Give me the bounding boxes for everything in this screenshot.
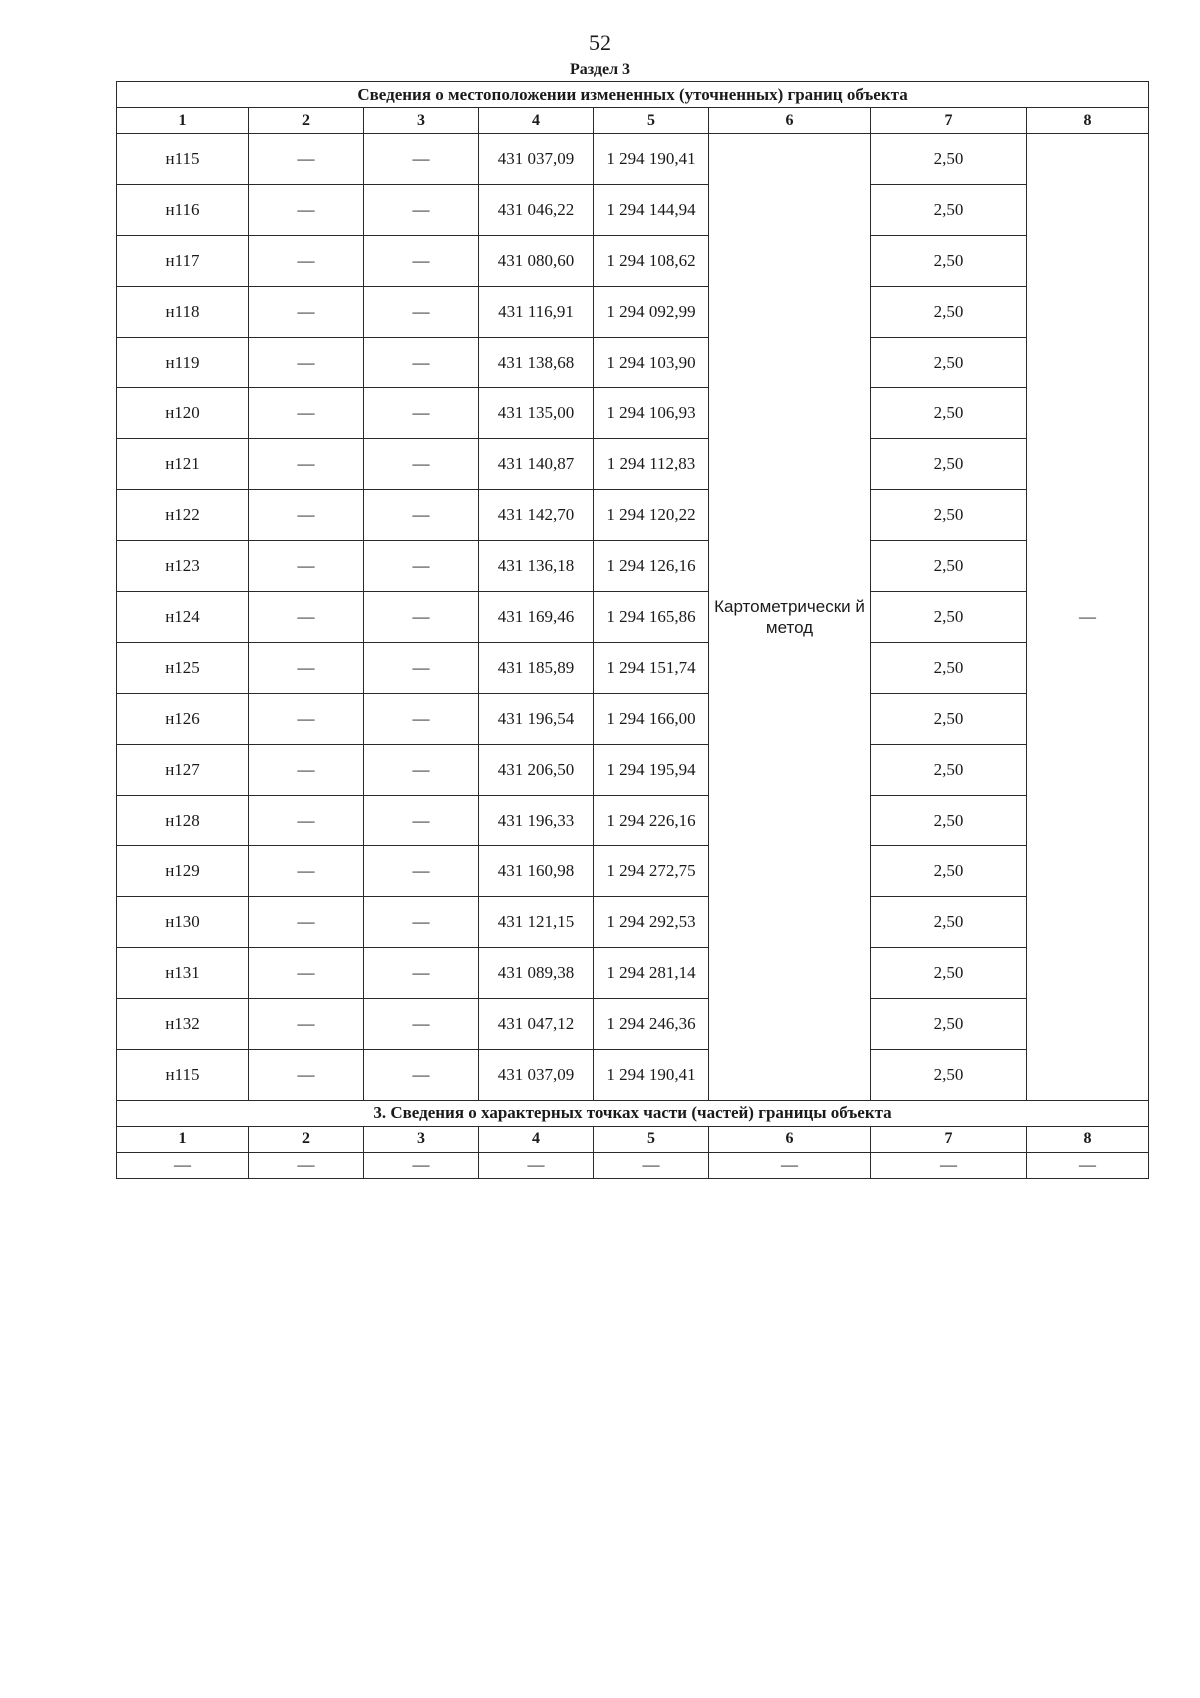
column-3-cell: — [364,439,479,490]
column-2-cell: — [249,1050,364,1101]
boundary-table [116,81,1149,1179]
accuracy-cell: 2,50 [871,948,1027,999]
accuracy-cell: 2,50 [871,388,1027,439]
column-2-cell: — [249,388,364,439]
table-row [117,592,1149,643]
column-2-cell: — [249,744,364,795]
table-row [117,846,1149,897]
table-row [117,541,1149,592]
y-coordinate-cell: 1 294 144,94 [594,184,709,235]
column-8-cell: — [1027,134,1149,1101]
column-header: 5 [594,1126,709,1152]
empty-cell: — [249,1152,364,1178]
empty-cell: — [364,1152,479,1178]
x-coordinate-cell: 431 121,15 [479,897,594,948]
y-coordinate-cell: 1 294 195,94 [594,744,709,795]
column-2-cell: — [249,490,364,541]
column-header: 4 [479,108,594,134]
column-header: 3 [364,1126,479,1152]
column-header: 6 [709,1126,871,1152]
column-3-cell: — [364,744,479,795]
y-coordinate-cell: 1 294 281,14 [594,948,709,999]
column-3-cell: — [364,693,479,744]
column-header: 1 [117,108,249,134]
column-3-cell: — [364,541,479,592]
column-header: 6 [709,108,871,134]
point-cell: н123 [117,541,249,592]
column-3-cell: — [364,388,479,439]
x-coordinate-cell: 431 080,60 [479,235,594,286]
column-2-cell: — [249,184,364,235]
column-header: 3 [364,108,479,134]
point-cell: н119 [117,337,249,388]
point-cell: н131 [117,948,249,999]
column-2-cell: — [249,948,364,999]
column-2-cell: — [249,592,364,643]
accuracy-cell: 2,50 [871,490,1027,541]
x-coordinate-cell: 431 047,12 [479,999,594,1050]
point-cell: н115 [117,134,249,185]
y-coordinate-cell: 1 294 092,99 [594,286,709,337]
x-coordinate-cell: 431 089,38 [479,948,594,999]
point-cell: н121 [117,439,249,490]
x-coordinate-cell: 431 196,54 [479,693,594,744]
table-row [117,795,1149,846]
page-number: 52 [589,30,611,55]
column-3-cell: — [364,795,479,846]
section-title: Раздел 3 [569,61,631,78]
accuracy-cell: 2,50 [871,744,1027,795]
x-coordinate-cell: 431 142,70 [479,490,594,541]
accuracy-cell: 2,50 [871,846,1027,897]
column-3-cell: — [364,490,479,541]
column-header: 8 [1027,1126,1149,1152]
point-cell: н116 [117,184,249,235]
empty-cell: — [594,1152,709,1178]
table-row [117,999,1149,1050]
x-coordinate-cell: 431 185,89 [479,642,594,693]
x-coordinate-cell: 431 037,09 [479,134,594,185]
accuracy-cell: 2,50 [871,999,1027,1050]
column-2-cell: — [249,439,364,490]
column-3-cell: — [364,999,479,1050]
accuracy-cell: 2,50 [871,439,1027,490]
point-cell: н127 [117,744,249,795]
accuracy-cell: 2,50 [871,1050,1027,1101]
accuracy-cell: 2,50 [871,184,1027,235]
x-coordinate-cell: 431 046,22 [479,184,594,235]
table-row [117,1050,1149,1101]
accuracy-cell: 2,50 [871,541,1027,592]
point-cell: н124 [117,592,249,643]
point-cell: н118 [117,286,249,337]
x-coordinate-cell: 431 160,98 [479,846,594,897]
y-coordinate-cell: 1 294 190,41 [594,1050,709,1101]
point-cell: н126 [117,693,249,744]
y-coordinate-cell: 1 294 126,16 [594,541,709,592]
empty-cell: — [709,1152,871,1178]
table-row [117,286,1149,337]
accuracy-cell: 2,50 [871,795,1027,846]
x-coordinate-cell: 431 169,46 [479,592,594,643]
point-cell: н128 [117,795,249,846]
point-cell: н122 [117,490,249,541]
x-coordinate-cell: 431 196,33 [479,795,594,846]
point-cell: н120 [117,388,249,439]
y-coordinate-cell: 1 294 165,86 [594,592,709,643]
column-3-cell: — [364,897,479,948]
y-coordinate-cell: 1 294 151,74 [594,642,709,693]
column-3-cell: — [364,286,479,337]
y-coordinate-cell: 1 294 108,62 [594,235,709,286]
column-3-cell: — [364,134,479,185]
column-header: 5 [594,108,709,134]
table-row [117,948,1149,999]
column-2-cell: — [249,999,364,1050]
y-coordinate-cell: 1 294 120,22 [594,490,709,541]
column-3-cell: — [364,642,479,693]
column-2-cell: — [249,846,364,897]
table-row [117,744,1149,795]
point-cell: н115 [117,1050,249,1101]
empty-cell: — [871,1152,1027,1178]
y-coordinate-cell: 1 294 103,90 [594,337,709,388]
column-header: 1 [117,1126,249,1152]
column-2-cell: — [249,286,364,337]
point-cell: н132 [117,999,249,1050]
column-3-cell: — [364,235,479,286]
y-coordinate-cell: 1 294 226,16 [594,795,709,846]
x-coordinate-cell: 431 206,50 [479,744,594,795]
point-cell: н117 [117,235,249,286]
table-row [117,897,1149,948]
column-3-cell: — [364,948,479,999]
y-coordinate-cell: 1 294 272,75 [594,846,709,897]
x-coordinate-cell: 431 135,00 [479,388,594,439]
accuracy-cell: 2,50 [871,235,1027,286]
y-coordinate-cell: 1 294 106,93 [594,388,709,439]
parts-section-title: 3. Сведения о характерных точках части (частей) границы объекта [117,1100,1149,1126]
y-coordinate-cell: 1 294 246,36 [594,999,709,1050]
column-header: 2 [249,1126,364,1152]
column-header: 8 [1027,108,1149,134]
accuracy-cell: 2,50 [871,337,1027,388]
column-header: 2 [249,108,364,134]
table-row [117,439,1149,490]
x-coordinate-cell: 431 140,87 [479,439,594,490]
column-header: 7 [871,108,1027,134]
column-2-cell: — [249,693,364,744]
column-3-cell: — [364,1050,479,1101]
method-cell: Картометрически й метод [709,134,871,1101]
point-cell: н125 [117,642,249,693]
column-3-cell: — [364,184,479,235]
accuracy-cell: 2,50 [871,642,1027,693]
point-cell: н129 [117,846,249,897]
column-2-cell: — [249,134,364,185]
table-row [117,184,1149,235]
x-coordinate-cell: 431 116,91 [479,286,594,337]
empty-cell: — [1027,1152,1149,1178]
y-coordinate-cell: 1 294 166,00 [594,693,709,744]
accuracy-cell: 2,50 [871,693,1027,744]
column-2-cell: — [249,897,364,948]
x-coordinate-cell: 431 136,18 [479,541,594,592]
column-3-cell: — [364,846,479,897]
y-coordinate-cell: 1 294 112,83 [594,439,709,490]
x-coordinate-cell: 431 037,09 [479,1050,594,1101]
column-2-cell: — [249,235,364,286]
table-title: Сведения о местоположении измененных (уточненных) границ объекта [117,82,1149,108]
column-header: 7 [871,1126,1027,1152]
table-row [117,1152,1149,1178]
accuracy-cell: 2,50 [871,286,1027,337]
table-row [117,134,1149,185]
column-2-cell: — [249,795,364,846]
accuracy-cell: 2,50 [871,897,1027,948]
y-coordinate-cell: 1 294 292,53 [594,897,709,948]
point-cell: н130 [117,897,249,948]
table-row [117,337,1149,388]
column-header: 4 [479,1126,594,1152]
column-2-cell: — [249,541,364,592]
table-row [117,388,1149,439]
table-row [117,235,1149,286]
column-2-cell: — [249,642,364,693]
empty-cell: — [117,1152,249,1178]
column-3-cell: — [364,337,479,388]
column-2-cell: — [249,337,364,388]
y-coordinate-cell: 1 294 190,41 [594,134,709,185]
table-row [117,642,1149,693]
x-coordinate-cell: 431 138,68 [479,337,594,388]
column-3-cell: — [364,592,479,643]
table-row [117,693,1149,744]
empty-cell: — [479,1152,594,1178]
table-row [117,490,1149,541]
accuracy-cell: 2,50 [871,134,1027,185]
accuracy-cell: 2,50 [871,592,1027,643]
